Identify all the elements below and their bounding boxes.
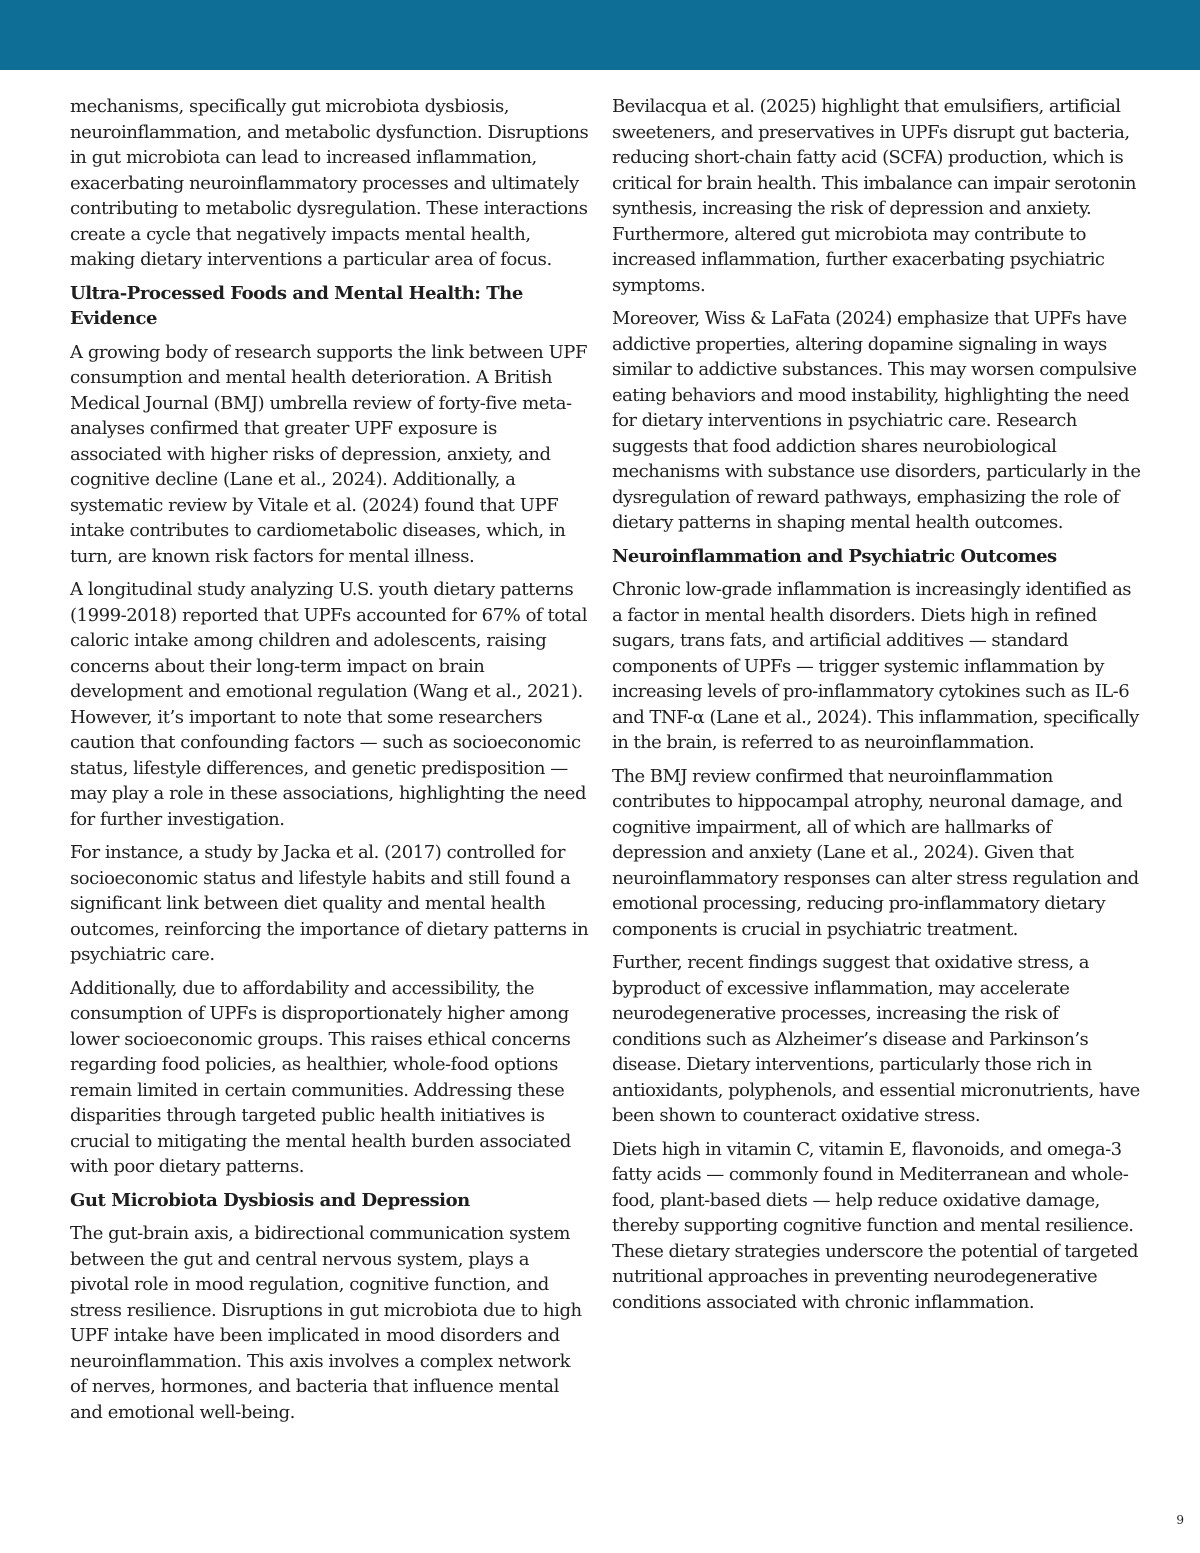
paragraph: For instance, a study by Jacka et al. (2017) controlled for socioeconomic status and lifestyle habits and still found a significant link between diet quality and mental health outcomes, reinforcing the importance of dietary patterns in psychiatric care. (70, 842, 589, 965)
section-heading-gut-microbiota: Gut Microbiota Dysbiosis and Depression (70, 1189, 470, 1211)
section-heading-upf-evidence: Ultra-Processed Foods and Mental Health: The Evidence (70, 282, 523, 329)
paragraph: Bevilacqua et al. (2025) highlight that emulsifiers, artificial sweeteners, and preservatives in UPFs disrupt gut bacteria, reducing short-chain fatty acid (SCFA) production, which is critical for brain health. This imbalance can impair serotonin synthesis, increasing the risk of depression and anxiety. Furthermore, altered gut microbiota may contribute to increased inflammation, further exacerbating psychiatric symptoms. (612, 96, 1136, 296)
paragraph: A growing body of research supports the link between UPF consumption and mental health deterioration. A British Medical Journal (BMJ) umbrella review of forty-five meta-analyses confirmed that greater UPF exposure is associated with higher risks of depression, anxiety, and cognitive decline (Lane et al., 2024). Additionally, a systematic review by Vitale et al. (2024) found that UPF intake contributes to cardiometabolic diseases, which, in turn, are known risk factors for mental illness. (70, 341, 588, 567)
paragraph: mechanisms, specifically gut microbiota dysbiosis, neuroinflammation, and metabolic dysfunction. Disruptions in gut microbiota can lead to increased inflammation, exacerbating neuroinflammatory processes and ultimately contributing to metabolic dysregulation. These interactions create a cycle that negatively impacts mental health, making dietary interventions a particular area of focus. (70, 96, 589, 270)
paragraph: Diets high in vitamin C, vitamin E, flavonoids, and omega-3 fatty acids — commonly found in Mediterranean and whole-food, plant-based diets — help reduce oxidative damage, thereby supporting cognitive function and mental resilience. These dietary strategies underscore the potential of targeted nutritional approaches in preventing neurodegenerative conditions associated with chronic inflammation. (612, 1138, 1138, 1313)
paragraph: A longitudinal study analyzing U.S. youth dietary patterns (1999-2018) reported that UPFs accounted for 67% of total caloric intake among children and adolescents, raising concerns about their long-term impact on brain development and emotional regulation (Wang et al., 2021). However, it’s important to note that some researchers caution that confounding factors — such as socioeconomic status, lifestyle differences, and genetic predisposition — may play a role in these associations, highlighting the need for further investigation. (70, 579, 588, 830)
header-band (0, 0, 1200, 70)
paragraph: Moreover, Wiss & LaFata (2024) emphasize that UPFs have addictive properties, altering dopamine signaling in ways similar to addictive substances. This may worsen compulsive eating behaviors and mood instability, highlighting the need for dietary interventions in psychiatric care. Research suggests that food addiction shares neurobiological mechanisms with substance use disorders, particularly in the dysregulation of reward pathways, emphasizing the role of dietary patterns in shaping mental health outcomes. (612, 308, 1141, 533)
right-column (612, 94, 1142, 1323)
section-heading-neuroinflammation: Neuroinflammation and Psychiatric Outcomes (612, 545, 1057, 567)
paragraph: Further, recent findings suggest that oxidative stress, a byproduct of excessive inflammation, may accelerate neurodegenerative processes, increasing the risk of conditions such as Alzheimer’s disease and Parkinson’s disease. Dietary interventions, particularly those rich in antioxidants, polyphenols, and essential micronutrients, have been shown to counteract oxidative stress. (612, 952, 1140, 1126)
paragraph: The gut-brain axis, a bidirectional communication system between the gut and central nervous system, plays a pivotal role in mood regulation, cognitive function, and stress resilience. Disruptions in gut microbiota due to high UPF intake have been implicated in mood disorders and neuroinflammation. This axis involves a complex network of nerves, hormones, and bacteria that influence mental and emotional well-being. (70, 1223, 582, 1423)
paragraph: Additionally, due to affordability and accessibility, the consumption of UPFs is disproportionately higher among lower socioeconomic groups. This raises ethical concerns regarding food policies, as healthier, whole-food options remain limited in certain communities. Addressing these disparities through targeted public health initiatives is crucial to mitigating the mental health burden associated with poor dietary patterns. (70, 977, 571, 1177)
page-number: 9 (1176, 1513, 1184, 1527)
paragraph: The BMJ review confirmed that neuroinflammation contributes to hippocampal atrophy, neuronal damage, and cognitive impairment, all of which are hallmarks of depression and anxiety (Lane et al., 2024). Given that neuroinflammatory responses can alter stress regulation and emotional processing, reducing pro-inflammatory dietary components is crucial in psychiatric treatment. (612, 765, 1139, 940)
left-column (70, 94, 590, 1433)
paragraph: Chronic low-grade inflammation is increasingly identified as a factor in mental health disorders. Diets high in refined sugars, trans fats, and artificial additives — standard components of UPFs — trigger systemic inflammation by increasing levels of pro-inflammatory cytokines such as IL-6 and TNF-α (Lane et al., 2024). This inflammation, specifically in the brain, is referred to as neuroinflammation. (612, 579, 1139, 753)
